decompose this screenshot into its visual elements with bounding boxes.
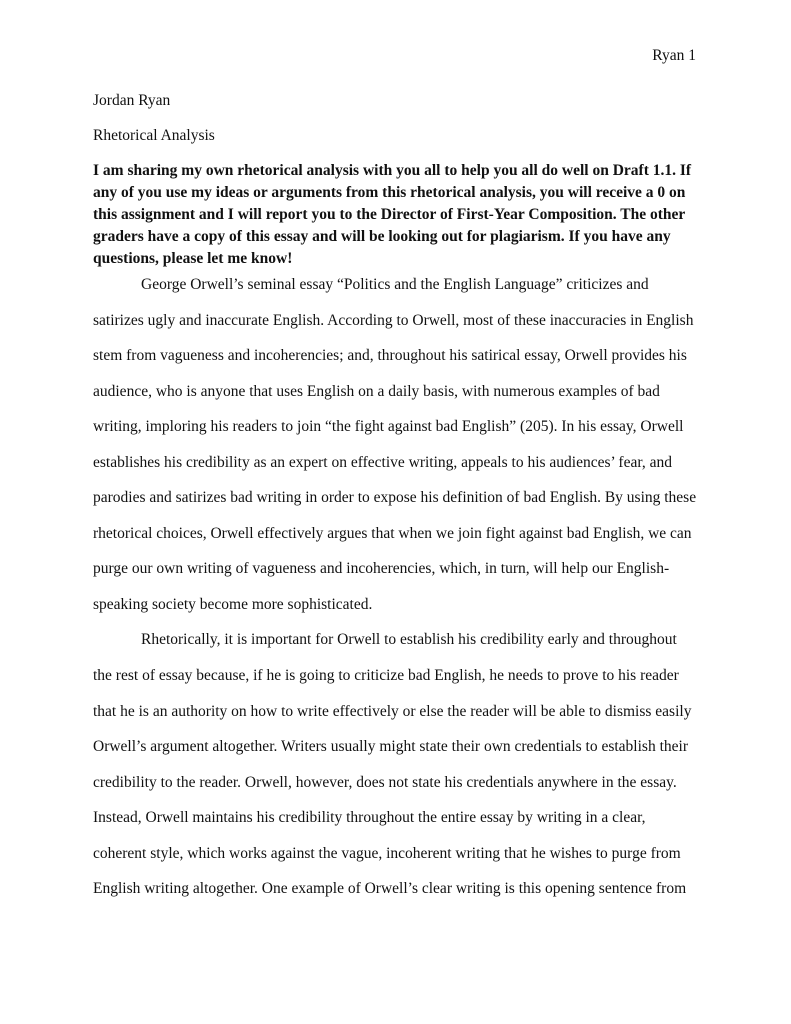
running-header: Ryan 1	[652, 47, 696, 64]
essay-line: purge our own writing of vagueness and incoherencies, which, in turn, will help our English-	[93, 560, 670, 577]
essay-line: Orwell’s argument altogether. Writers usually might state their own credentials to establish their	[93, 738, 688, 755]
author-name: Jordan Ryan	[93, 92, 171, 109]
essay-line: that he is an authority on how to write effectively or else the reader will be able to dismiss easily	[93, 703, 692, 720]
essay-line: the rest of essay because, if he is going to criticize bad English, he needs to prove to his reader	[93, 667, 679, 684]
essay-line: satirizes ugly and inaccurate English. According to Orwell, most of these inaccuracies in English	[93, 312, 694, 329]
essay-line: coherent style, which works against the vague, incoherent writing that he wishes to purge from	[93, 845, 681, 862]
essay-line: speaking society become more sophisticated.	[93, 596, 373, 613]
essay-line: Instead, Orwell maintains his credibility throughout the entire essay by writing in a clear,	[93, 809, 646, 826]
essay-line: writing, imploring his readers to join “the fight against bad English” (205). In his essay, Orwell	[93, 418, 684, 435]
assignment-title: Rhetorical Analysis	[93, 127, 215, 144]
notice-line: questions, please let me know!	[93, 250, 293, 267]
notice-line: graders have a copy of this essay and will be looking out for plagiarism. If you have any	[93, 228, 671, 245]
notice-line: I am sharing my own rhetorical analysis with you all to help you all do well on Draft 1.1. If	[93, 162, 692, 179]
essay-line: English writing altogether. One example of Orwell’s clear writing is this opening sentence from	[93, 880, 687, 897]
essay-line: Rhetorically, it is important for Orwell to establish his credibility early and throughout	[141, 631, 677, 648]
notice-line: any of you use my ideas or arguments from this rhetorical analysis, you will receive a 0 on	[93, 184, 686, 201]
essay-line: credibility to the reader. Orwell, however, does not state his credentials anywhere in the essay.	[93, 774, 677, 791]
essay-line: establishes his credibility as an expert on effective writing, appeals to his audiences’ fear, and	[93, 454, 672, 471]
essay-line: audience, who is anyone that uses English on a daily basis, with numerous examples of bad	[93, 383, 660, 400]
essay-line: rhetorical choices, Orwell effectively argues that when we join fight against bad English, we can	[93, 525, 692, 542]
essay-line: George Orwell’s seminal essay “Politics and the English Language” criticizes and	[141, 276, 649, 293]
essay-line: stem from vagueness and incoherencies; and, throughout his satirical essay, Orwell provides his	[93, 347, 687, 364]
notice-line: this assignment and I will report you to the Director of First-Year Composition. The other	[93, 206, 686, 223]
essay-line: parodies and satirizes bad writing in order to expose his definition of bad English. By using these	[93, 489, 697, 506]
